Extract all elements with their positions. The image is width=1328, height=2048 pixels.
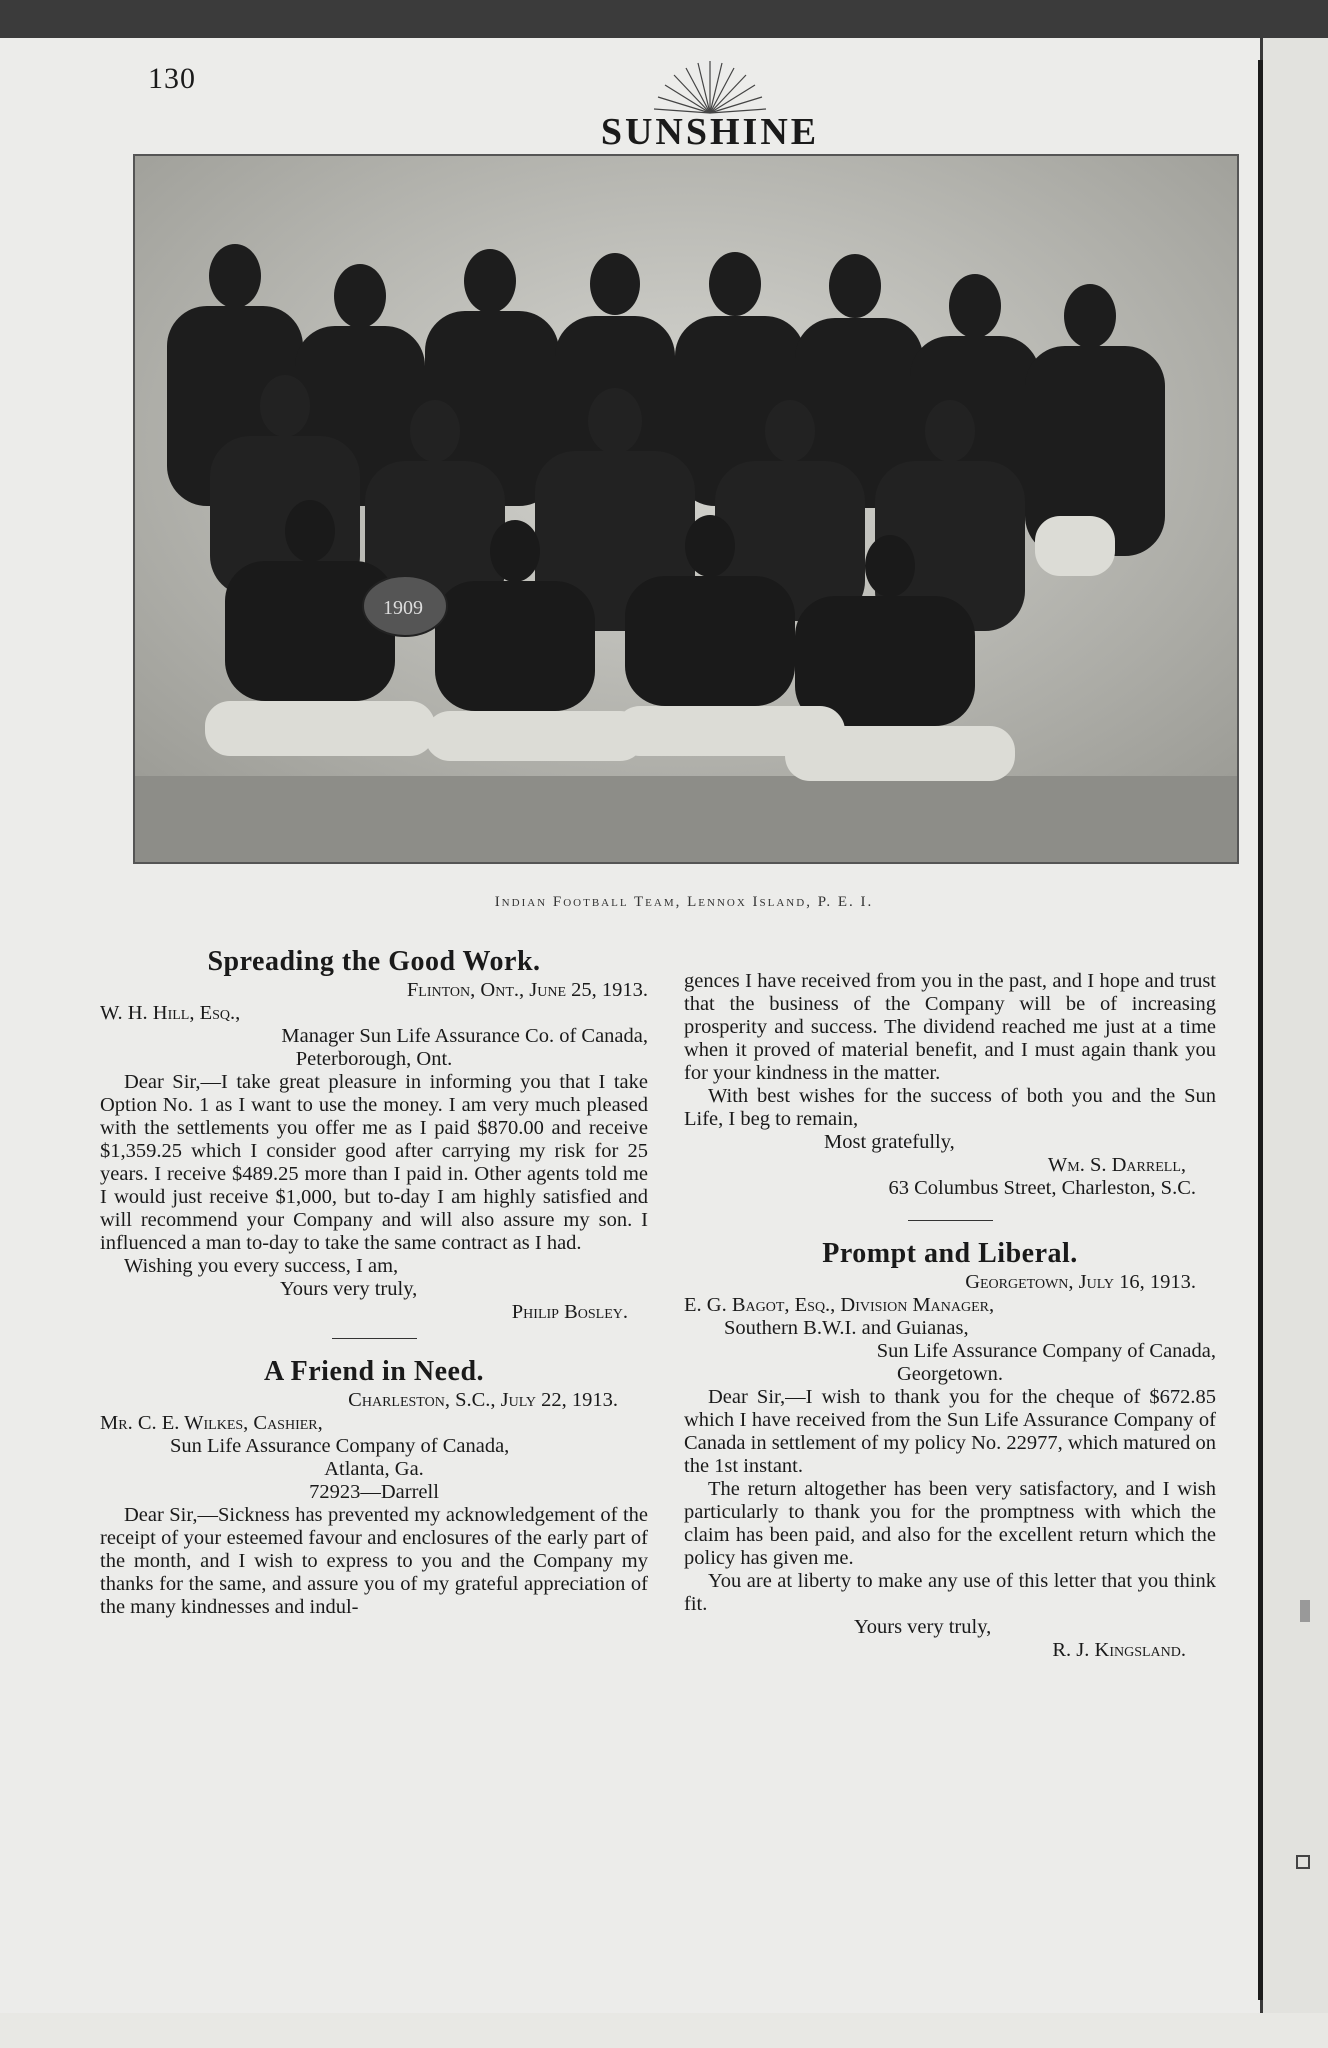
letter2-heading: A Friend in Need. bbox=[263, 1356, 485, 1387]
masthead bbox=[585, 55, 835, 155]
letter3-signature: R. J. Kingsland. bbox=[1052, 1639, 1186, 1661]
letter1-city: Peterborough, Ont. bbox=[295, 1048, 453, 1070]
letter1-addressee: W. H. Hill, Esq., bbox=[100, 1002, 241, 1024]
adjacent-page-strip bbox=[1263, 38, 1328, 2048]
sunburst-icon bbox=[610, 55, 810, 115]
masthead-title: SUNSHINE bbox=[600, 111, 820, 153]
letter1-body: Dear Sir,—I take great pleasure in informing you that I take Option No. 1 as I want to use the money. I am very much pleased with the settlements you offer me as I paid $870.00 and receive $1,359.25 which I consider good after carrying my risk for 25 years. I receive $489.25 more than I paid in. Other agents told me I would just receive $1,000, but to-day I am highly satisfied and will recommend your Company and will also assure my son. I influenced a man to-day to take the same contract as I had. bbox=[100, 1071, 648, 1254]
page-edge bbox=[1258, 60, 1263, 2000]
letter3-company: Sun Life Assurance Company of Canada, bbox=[876, 1340, 1216, 1362]
letter2-address: 63 Columbus Street, Charleston, S.C. bbox=[888, 1177, 1196, 1199]
adjacent-page-box-icon bbox=[1296, 1855, 1310, 1869]
letter3-para3: You are at liberty to make any use of this letter that you think fit. bbox=[684, 1570, 1216, 1615]
letter2-reference: 72923—Darrell bbox=[309, 1481, 439, 1503]
letter2-body-start: Dear Sir,—Sickness has prevented my acknowledgement of the receipt of your esteemed favour and enclosures of the early part of the month, and I wish to express to you and the Company my thanks for the same, and assure you of my grateful appreciation of the many kindnesses and indul- bbox=[100, 1504, 648, 1618]
letter2-addressee: Mr. C. E. Wilkes, Cashier, bbox=[100, 1412, 323, 1434]
letter3-para1: Dear Sir,—I wish to thank you for the cheque of $672.85 which I have received from the Sun Life Assurance Company of Canada in settlement of my policy No. 22977, which matured on the 1st instant. bbox=[684, 1386, 1216, 1477]
ball-label: 1909 bbox=[383, 597, 423, 619]
letter1-wishing: Wishing you every success, I am, bbox=[124, 1255, 399, 1277]
letter3-region: Southern B.W.I. and Guianas, bbox=[724, 1317, 969, 1339]
team-photograph bbox=[133, 154, 1239, 864]
letter2-wishes: With best wishes for the success of both you and the Sun Life, I beg to remain, bbox=[684, 1085, 1216, 1130]
letter3-dateline: Georgetown, July 16, 1913. bbox=[965, 1271, 1196, 1293]
letter3-addressee: E. G. Bagot, Esq., Division Manager, bbox=[684, 1294, 995, 1316]
letter2-closing: Most gratefully, bbox=[824, 1131, 955, 1153]
letter1-title: Manager Sun Life Assurance Co. of Canada, bbox=[281, 1025, 648, 1047]
bottom-margin bbox=[0, 2013, 1328, 2048]
letter3-para2: The return altogether has been very satisfactory, and I wish particularly to thank you for the promptness with which the claim has been paid, and also for the excellent return which the policy has given me. bbox=[684, 1478, 1216, 1569]
section-divider-right bbox=[908, 1220, 993, 1221]
page-number: 130 bbox=[148, 62, 196, 95]
right-column bbox=[684, 970, 1216, 1662]
adjacent-page-mark bbox=[1300, 1600, 1310, 1622]
letter2-dateline: Charleston, S.C., July 22, 1913. bbox=[348, 1389, 618, 1411]
letter2-city: Atlanta, Ga. bbox=[324, 1458, 424, 1480]
letter1-closing: Yours very truly, bbox=[280, 1278, 418, 1300]
letter3-heading: Prompt and Liberal. bbox=[822, 1238, 1078, 1269]
letter1-dateline: Flinton, Ont., June 25, 1913. bbox=[406, 979, 648, 1001]
letter2-signature: Wm. S. Darrell, bbox=[1047, 1154, 1186, 1176]
letter2-company: Sun Life Assurance Company of Canada, bbox=[170, 1435, 510, 1457]
letter3-city: Georgetown. bbox=[896, 1363, 1004, 1385]
letter2-body-continued: gences I have received from you in the past, and I hope and trust that the business of the Company will be of increasing prosperity and success. The dividend reached me just at a time when it proved of material benefit, and I must again thank you for your kindness in the matter. bbox=[684, 970, 1216, 1084]
letter1-heading: Spreading the Good Work. bbox=[207, 946, 541, 977]
left-column bbox=[100, 945, 648, 1619]
photo-caption: Indian Football Team, Lennox Island, P. E. I. bbox=[494, 894, 874, 910]
letter1-signature: Philip Bosley. bbox=[511, 1301, 628, 1323]
letter3-closing: Yours very truly, bbox=[854, 1616, 992, 1638]
top-border bbox=[0, 0, 1328, 38]
section-divider bbox=[332, 1338, 417, 1339]
